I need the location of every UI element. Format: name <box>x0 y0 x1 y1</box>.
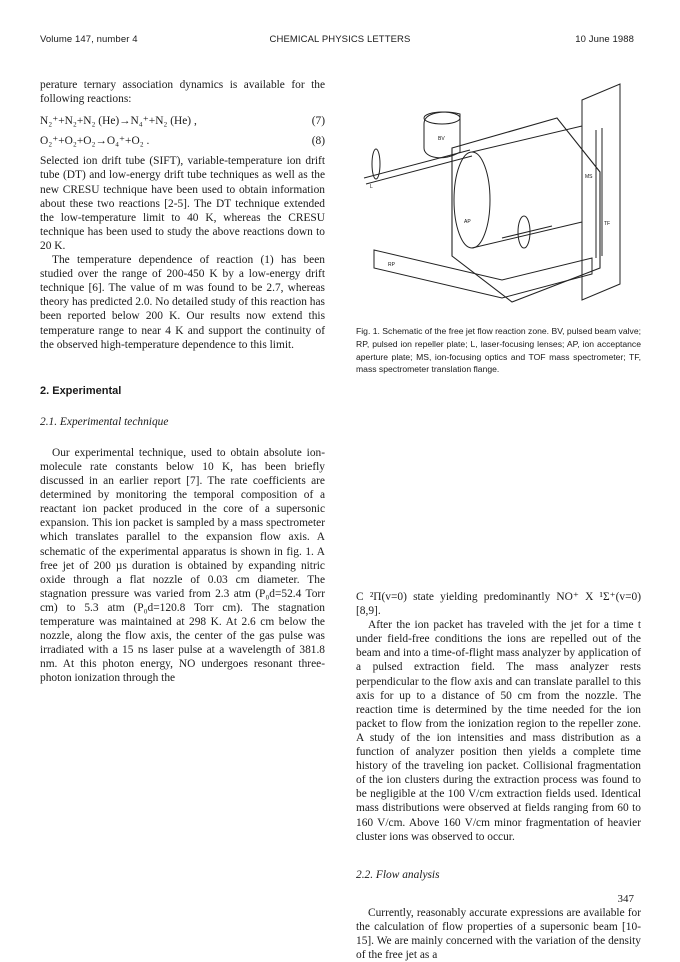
subsection-heading-flow: 2.2. Flow analysis <box>356 868 440 881</box>
label-tf: TF <box>604 221 611 227</box>
subsection-heading-technique: 2.1. Experimental technique <box>40 415 169 428</box>
paragraph-temperature: The temperature dependence of reaction (1) has been studied over the range of 200-450 K by a low-energy drift technique [6]. The value of m was found to be 2.7, whereas theory has predicted 2.0. No detailed study of this reaction has been reported below 200 K. Our results now extend this temperature range to near 4 K and support the continuity of the observed high-temperature dependence to this limit. <box>40 254 325 351</box>
header-date: 10 June 1988 <box>575 34 634 45</box>
equation-8-number: (8) <box>311 135 325 148</box>
apparatus-schematic <box>352 70 642 320</box>
label-ap: AP <box>464 219 471 225</box>
header-volume: Volume 147, number 4 <box>40 34 138 45</box>
paragraph-techniques: Selected ion drift tube (SIFT), variable-temperature ion drift tube (DT) and low-energy drift tube techniques as well as the new CRESU technique have been used to obtain information about these two reactions [2-5]. The DT technique extended the low-temperature limit to 40 K, whereas the CRESU technique has been used to study the above reactions down to 20 K. <box>40 155 325 252</box>
equation-7 <box>40 114 325 128</box>
equation-8 <box>40 134 325 148</box>
paragraph-ion-packet: After the ion packet has traveled with the jet for a time t under field-free conditions the ions are repelled out of the beam and into a time-of-flight mass analyzer by application of a pulsed extraction field. The mass analyzer rests perpendicular to the flow axis and can translate parallel to this axis for up to a distance of 50 cm from the nozzle. The reaction time is determined by the time needed for the ion packet to flow from the ionization region to the repeller zone. A study of the ion intensities and mass distribution as a function of analyzer position then yields a complete time history of the traveling ion packet. Collisional fragmentation of the ion clusters during the extraction process was found to be negligible at the 100 V/cm extraction fields used. Identical mass distributions were observed at fields ranging from 60 to 160 V/cm. Above 160 V/cm minor fragmentation of heavier cluster ions was observed to occur. <box>356 619 641 843</box>
section-heading-experimental: 2. Experimental <box>40 384 122 397</box>
left-column <box>40 78 325 685</box>
label-ms: MS <box>585 174 593 180</box>
label-bv: BV <box>438 136 445 142</box>
page-number: 347 <box>617 893 634 905</box>
equation-7-text: N₂⁺+N₂+N₂ (He)→N₄⁺+N₂ (He) , <box>40 115 197 128</box>
paragraph-flow: Currently, reasonably accurate expressions are available for the calculation of flow properties of a supersonic beam [10-15]. We are mainly concerned with the variation of the density of the free jet as a <box>356 906 641 962</box>
paragraph-technique: Our experimental technique, used to obtain absolute ion-molecule rate constants below 10 K, has been briefly discussed in an earlier report [7]. The rate coefficients are determined by monitoring the temporal composition of a reactant ion packet produced in the core of a supersonic expansion. This ion packet is sampled by a mass spectrometer which translates parallel to the expansion flow axis. A schematic of the experimental apparatus is shown in fig. 1. A free jet of 200 µs duration is obtained by expanding nitric oxide through a flat nozzle of 0.03 cm diameter. The stagnation pressure was varied from 2.3 atm (P₀d=52.4 Torr cm) to 5.3 atm (P₀d=120.8 Torr cm). The stagnation temperature was maintained at 298 K. At 2.6 cm below the nozzle, along the flow axis, the center of the gas pulse was irradiated with a 15 ns laser pulse at a wavelength of 381.8 nm. At this photon energy, NO undergoes resonant three-photon ionization through the <box>40 446 325 685</box>
equation-8-text: O₂⁺+O₂+O₂→O₄⁺+O₂ . <box>40 135 150 148</box>
right-column <box>356 590 641 962</box>
label-l: L <box>370 184 373 190</box>
figure-caption: Fig. 1. Schematic of the free jet flow reaction zone. BV, pulsed beam valve; RP, pulsed ion repeller plate; L, laser-focusing lenses; AP, ion acceptance aperture plate; MS, ion-focusing optics and TOF mass spectrometer; TF, mass spectrometer translation flange. <box>356 326 641 375</box>
equation-7-number: (7) <box>311 115 325 128</box>
header-journal: CHEMICAL PHYSICS LETTERS <box>269 34 411 45</box>
intro-paragraph: perature ternary association dynamics is available for the following reactions: <box>40 79 325 106</box>
state-line: C ²Π(v=0) state yielding predominantly NO⁺ X ¹Σ⁺(v=0) [8,9]. <box>356 591 641 618</box>
label-rp: RP <box>388 262 395 268</box>
